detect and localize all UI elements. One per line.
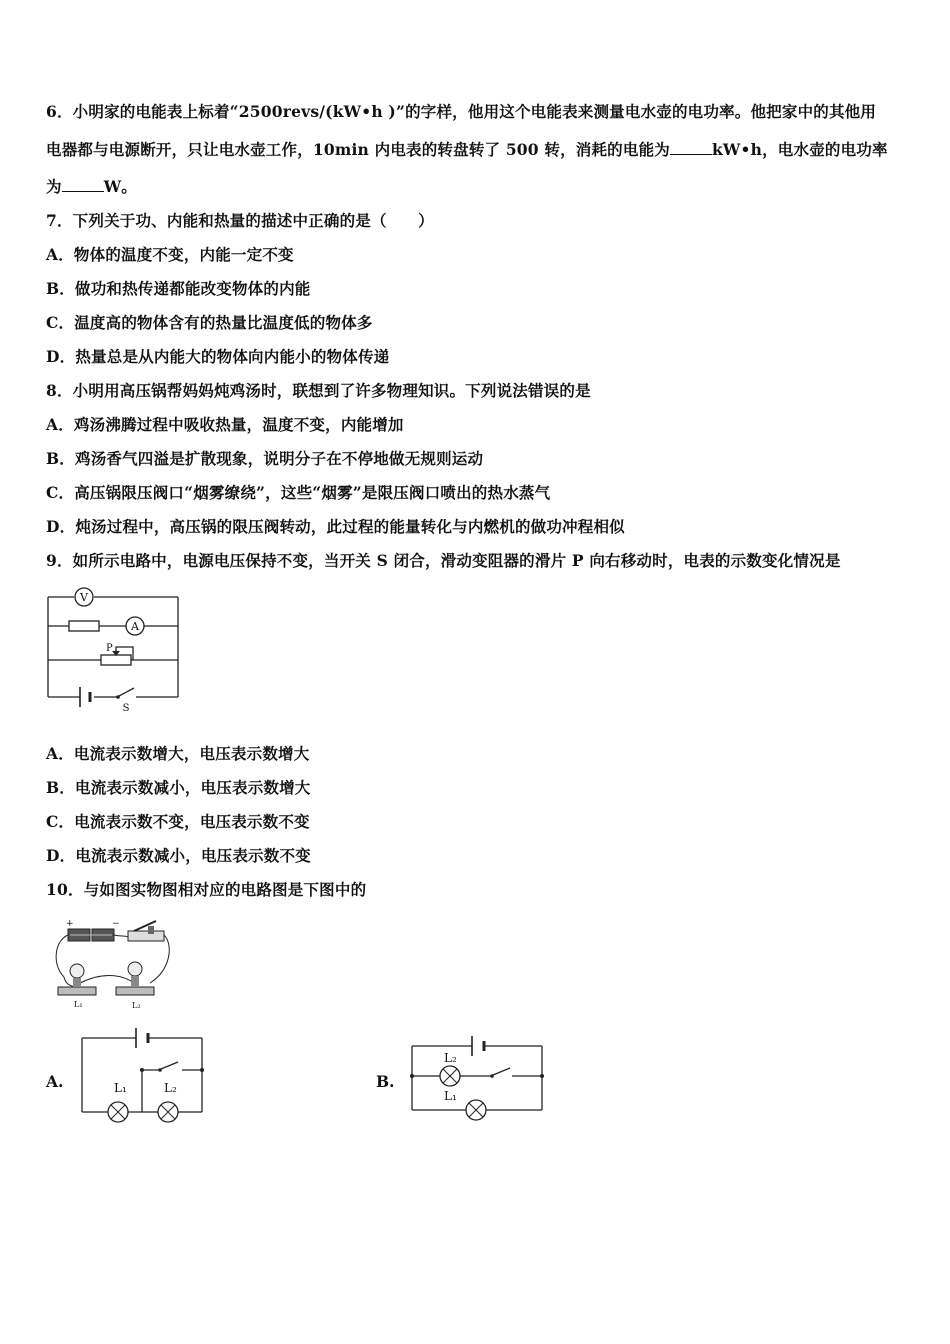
q10-option-b-label[interactable]: B. [376,1072,395,1091]
q10-stem: 10．与如图实物图相对应的电路图是下图中的 [46,880,367,899]
q7-option-a[interactable]: A．物体的温度不变，内能一定不变 [46,245,294,264]
battery-icon [80,687,90,707]
q8-option-b[interactable]: B．鸡汤香气四溢是扩散现象，说明分子在不停地做无规则运动 [46,449,484,468]
lamp-l1-icon [444,1089,486,1120]
q8-option-d[interactable]: D．炖汤过程中，高压锅的限压阀转动，此过程的能量转化与内燃机的做功冲程相似 [46,517,625,536]
svg-text:V: V [80,591,88,604]
q7-stem: 7．下列关于功、内能和热量的描述中正确的是（ ） [46,211,434,230]
q9-option-c[interactable]: C．电流表示数不变，电压表示数不变 [46,812,310,831]
svg-text:L₂: L₂ [164,1081,177,1095]
battery-icon [136,1028,148,1048]
answer-blank-power[interactable] [62,177,104,192]
q9-stem: 9．如所示电路中，电源电压保持不变，当开关 S 闭合，滑动变阻器的滑片 P 向右移动时，电表的示数变化情况是 [46,551,841,570]
battery-icon [472,1036,484,1056]
q6-line-3-text: 为 [46,177,62,196]
lamp-l2-icon [440,1051,460,1086]
q10-physical-circuit-photo [50,915,175,1010]
q6-line-2 [46,140,888,160]
svg-text:L₁: L₁ [444,1089,457,1103]
q9-option-d[interactable]: D．电流表示数减小，电压表示数不变 [46,846,311,865]
q7-option-d[interactable]: D．热量总是从内能大的物体向内能小的物体传递 [46,347,390,366]
svg-text:−: − [112,919,120,929]
q6-line-1: 6．小明家的电能表上标着“2500revs/(kW•h )”的字样，他用这个电能表来测量电水壶的电功率。他把家中的其他用 [46,102,877,121]
rheostat-slider-icon [106,643,120,656]
q7-option-b[interactable]: B．做功和热传递都能改变物体的内能 [46,279,311,298]
knife-switch-icon [128,921,164,941]
q6-line-2-text: 电器都与电源断开，只让电水壶工作，10min 内电表的转盘转了 500 转，消耗的电能为 [46,140,670,159]
lamp-l1-icon [58,964,96,1009]
switch-icon [116,688,134,714]
q10-option-a-label[interactable]: A. [46,1072,64,1091]
voltmeter-icon [75,588,93,606]
lamp-l1-icon [108,1081,128,1122]
q7-option-c[interactable]: C．温度高的物体含有的热量比温度低的物体多 [46,313,373,332]
q9-circuit-diagram [44,585,184,715]
svg-text:L₂: L₂ [132,1001,141,1010]
q6-line-2-unit: kW•h，电水壶的电功率 [711,140,888,159]
q8-option-a[interactable]: A．鸡汤沸腾过程中吸收热量，温度不变，内能增加 [46,415,404,434]
q9-option-b[interactable]: B．电流表示数减小，电压表示数增大 [46,778,311,797]
q9-option-a[interactable]: A．电流表示数增大，电压表示数增大 [46,744,310,763]
q6-line-3 [46,177,137,197]
q10-option-a-circuit[interactable] [76,1026,208,1126]
q8-stem: 8．小明用高压锅帮妈妈炖鸡汤时，联想到了许多物理知识。下列说法错误的是 [46,381,591,400]
ammeter-icon [126,617,144,635]
svg-text:L₁: L₁ [74,1000,83,1009]
svg-text:A: A [131,620,139,633]
svg-text:L₁: L₁ [114,1081,127,1095]
q6-line-3-unit: W。 [103,177,138,196]
lamp-l2-icon [116,962,154,1010]
svg-text:+: + [66,919,74,929]
lamp-l2-icon [158,1081,178,1122]
svg-text:L₂: L₂ [444,1051,457,1065]
q8-option-c[interactable]: C．高压锅限压阀口“烟雾缭绕”，这些“烟雾”是限压阀口喷出的热水蒸气 [46,483,551,502]
battery-pack-icon [66,919,120,941]
answer-blank-energy[interactable] [670,140,712,155]
q10-option-b-circuit[interactable] [404,1034,550,1126]
svg-text:S: S [122,703,130,714]
svg-text:P: P [106,643,113,654]
